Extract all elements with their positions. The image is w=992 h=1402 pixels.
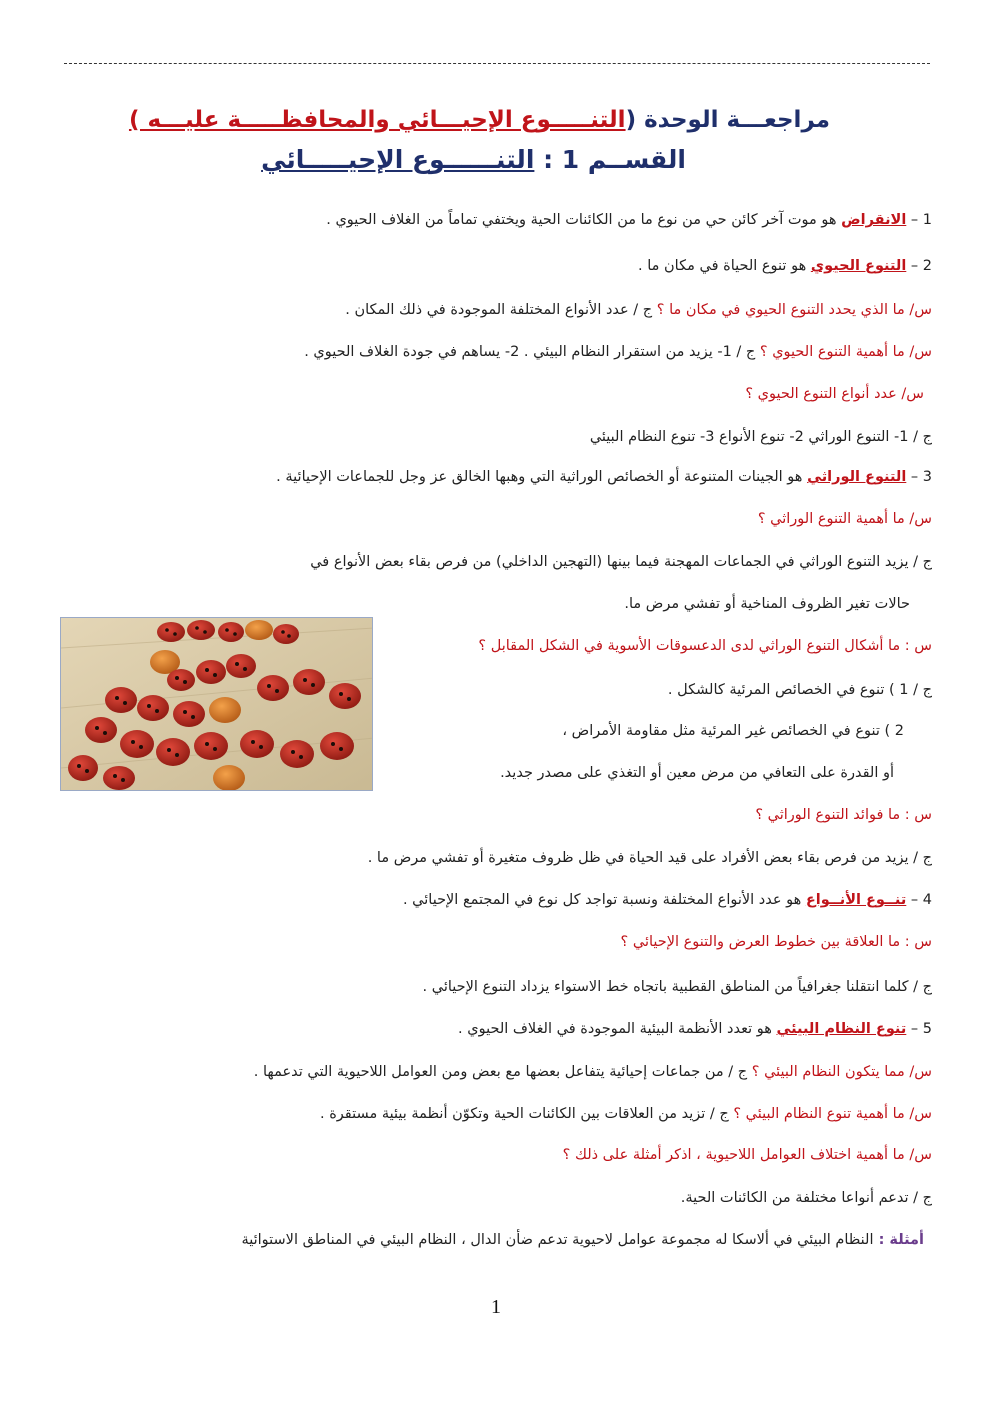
answer: 2 ) تنوع في الخصائص غير المرئية مثل مقاومة الأمراض ، <box>562 723 904 739</box>
question: س/ مما يتكون النظام البيئي ؟ <box>747 1064 932 1080</box>
answer: ج / من جماعات إحيائية يتفاعل بعضها مع بعض ومن العوامل اللاحيوية التي تدعمها . <box>253 1064 748 1080</box>
answer: ج / 1- التنوع الوراثي 2- تنوع الأنواع 3- تنوع النظام البيئي <box>589 429 932 445</box>
question: س : ما أشكال التنوع الوراثي لدى الدعسوقات الأسوية في الشكل المقابل ؟ <box>478 638 932 654</box>
question: س/ ما الذي يحدد التنوع الحيوي في مكان ما ؟ <box>652 302 932 318</box>
definition-genetic-diversity <box>276 464 932 490</box>
question: س/ ما أهمية اختلاف العوامل اللاحيوية ، اذكر أمثلة على ذلك ؟ <box>562 1147 932 1163</box>
answer: ج / عدد الأنواع المختلفة الموجودة في ذلك المكان . <box>345 302 653 318</box>
title-prefix: مراجعـــة الوحدة ( <box>625 107 830 133</box>
answer: ج / 1- يزيد من استقرار النظام البيئي . 2- يساهم في جودة الغلاف الحيوي . <box>304 344 756 360</box>
examples-line <box>241 1227 924 1253</box>
question: س/ ما أهمية التنوع الحيوي ؟ <box>755 344 932 360</box>
page-number: 1 <box>491 1296 501 1318</box>
definition-text: هو موت آخر كائن حي من نوع ما من الكائنات الحية ويختفي تماماً من الغلاف الحيوي . <box>326 212 842 228</box>
answer-latitude-relation <box>423 974 932 1000</box>
top-dashed-separator <box>64 63 930 64</box>
examples-text: النظام البيئي في ألاسكا له مجموعة عوامل لاحيوية تدعم ضأن الدال ، النظام البيئي في المناطق الاستوائية <box>241 1232 874 1248</box>
ladybugs-photo <box>60 617 373 791</box>
title-main: التنـــــوع الإحيـــائي والمحافظـــــة عليـــه <box>147 107 626 133</box>
question: س/ ما أهمية التنوع الوراثي ؟ <box>757 511 932 527</box>
answer-abiotic-factors <box>681 1185 932 1211</box>
definition-text: هو تنوع الحياة في مكان ما . <box>638 258 811 274</box>
answer: ج / يزيد التنوع الوراثي في الجماعات المهجنة فيما بينها (التهجين الداخلي) من فرص بقاء بعض الأنواع في <box>310 554 932 570</box>
item-number: 5 – <box>906 1021 932 1037</box>
term: التنوع الحيوي <box>810 258 907 274</box>
answer-genetic-importance-2 <box>624 591 910 617</box>
question-ladybug-variation <box>478 633 932 659</box>
question-abiotic-factors <box>563 1142 932 1168</box>
unit-review-title <box>100 102 830 138</box>
examples-label: أمثلة : <box>873 1232 924 1248</box>
qa-ecosystem-importance <box>320 1101 932 1127</box>
answer-visible-traits <box>668 677 932 703</box>
answer-genetic-importance-1 <box>310 549 932 575</box>
definition-species-diversity <box>403 887 932 913</box>
item-number: 4 – <box>906 892 932 908</box>
answer: حالات تغير الظروف المناخية أو تفشي مرض ما. <box>624 596 910 612</box>
qa-ecosystem-components <box>254 1059 932 1085</box>
question-biodiversity-types <box>745 381 924 407</box>
answer: ج / كلما انتقلنا جغرافياً من المناطق القطبية باتجاه خط الاستواء يزداد التنوع الإحيائي . <box>422 979 932 995</box>
qa-biodiversity-determinant <box>345 297 932 323</box>
definition-extinction <box>326 207 932 233</box>
definition-text: هو عدد الأنواع المختلفة ونسبة تواجد كل نوع في المجتمع الإحيائي . <box>402 892 806 908</box>
answer: ج / تزيد من العلاقات بين الكائنات الحية وتكوّن أنظمة بيئية مستقرة . <box>319 1106 729 1122</box>
question-genetic-importance <box>758 506 932 532</box>
definition-text: هو الجينات المتنوعة أو الخصائص الوراثية التي وهبها الخالق عز وجل للجماعات الإحيائية . <box>276 469 808 485</box>
qa-biodiversity-importance <box>304 339 932 365</box>
answer-genetic-benefits <box>368 845 932 871</box>
answer: أو القدرة على التعافي من مرض معين أو التغذي على مصدر جديد. <box>500 765 894 781</box>
question: س/ ما أهمية تنوع النظام البيئي ؟ <box>728 1106 932 1122</box>
answer: ج / 1 ) تنوع في الخصائص المرئية كالشكل . <box>667 682 932 698</box>
question: س : ما العلاقة بين خطوط العرض والتنوع الإحيائي ؟ <box>620 934 932 950</box>
answer-invisible-traits <box>562 718 904 744</box>
question-latitude-relation <box>621 929 932 955</box>
item-number: 1 – <box>906 212 932 228</box>
answer: ج / تدعم أنواعا مختلفة من الكائنات الحية. <box>680 1190 932 1206</box>
answer-biodiversity-types <box>590 424 932 450</box>
ladybugs-image <box>61 618 373 791</box>
term: تنــوع الأنــواع <box>805 892 907 908</box>
definition-ecosystem-diversity <box>458 1016 932 1042</box>
definition-text: هو تعدد الأنظمة البيئية الموجودة في الغلاف الحيوي . <box>458 1021 777 1037</box>
section-label: القســم 1 : <box>534 145 686 174</box>
title-suffix: ) <box>128 107 148 133</box>
section-title <box>200 138 686 182</box>
term: الانقراض <box>841 212 907 228</box>
item-number: 2 – <box>906 258 932 274</box>
question-genetic-benefits <box>755 802 932 828</box>
definition-biodiversity <box>638 253 932 279</box>
item-number: 3 – <box>906 469 932 485</box>
answer: ج / يزيد من فرص بقاء بعض الأفراد على قيد الحياة في ظل ظروف متغيرة أو تفشي مرض ما . <box>367 850 932 866</box>
term: تنوع النظام البيئي <box>776 1021 907 1037</box>
answer-invisible-traits-cont <box>500 760 894 786</box>
question: س : ما فوائد التنوع الوراثي ؟ <box>755 807 932 823</box>
section-name: التنــــــوع الإحيـــــائي <box>261 145 535 174</box>
term: التنوع الوراثي <box>807 469 907 485</box>
question: س/ عدد أنواع التنوع الحيوي ؟ <box>745 386 924 402</box>
